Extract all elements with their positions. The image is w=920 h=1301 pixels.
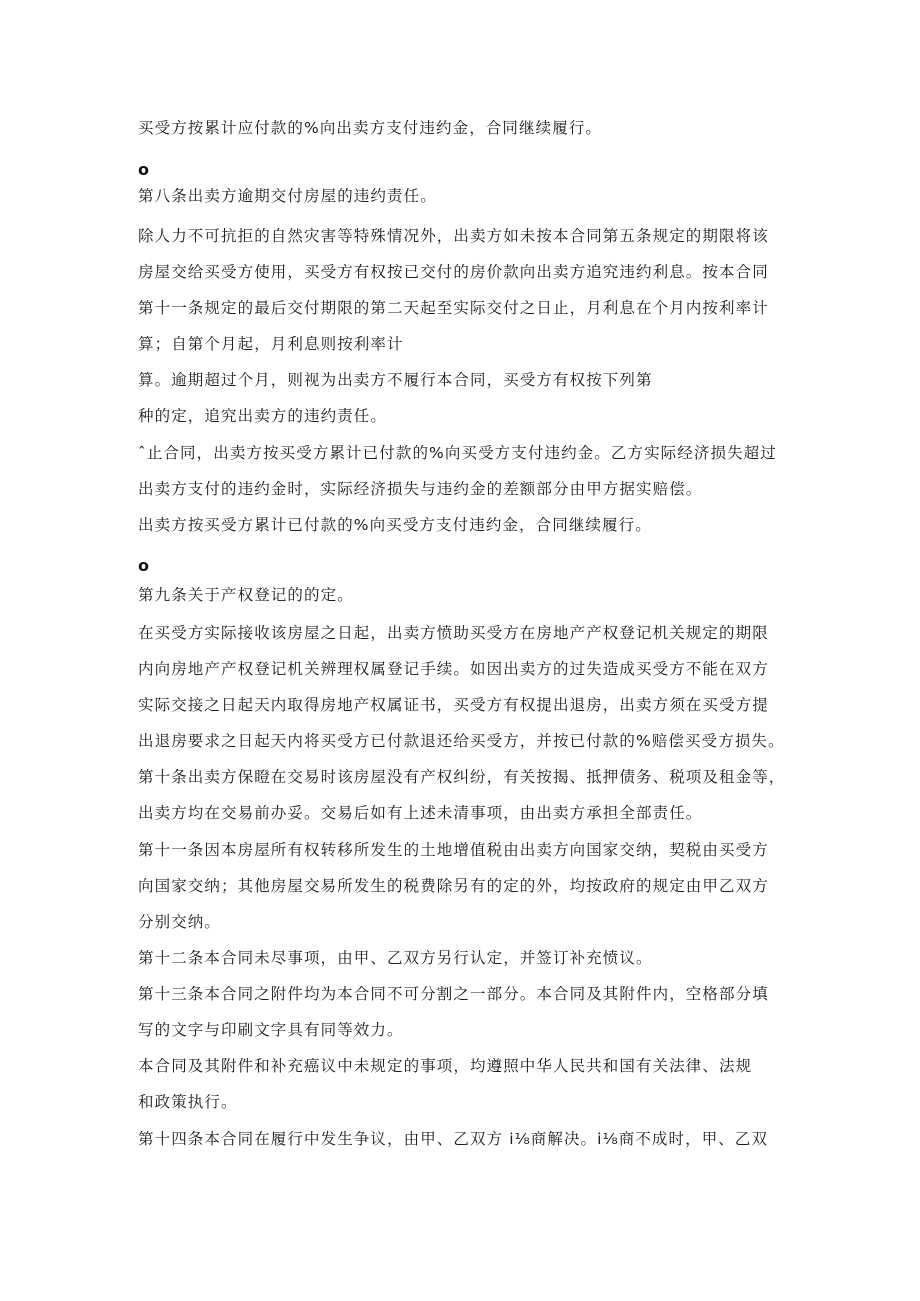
text-line-10: ˆ止合同，出卖方按买受方累计已付款的%向买受方支付违约金。乙方实际经济损失超过 — [138, 444, 777, 462]
text-line-25: 第十三条本合同之附件均为本合同不可分割之一部分。本合同及其附件内，空格部分填 — [138, 985, 769, 1003]
text-line-article-8-heading: 第八条出卖方逾期交付房屋的违约责任。 — [138, 187, 437, 205]
text-line-11: 出卖方支付的违约金时，实际经济损失与违约金的差额部分由甲方据实赔偿。 — [138, 480, 703, 498]
text-line-23: 分别交纳。 — [138, 913, 222, 931]
text-line-9: 种的定，追究出卖方的违约责任。 — [138, 407, 388, 425]
text-line-article-9-heading: 第九条关于产权登记的的定。 — [138, 586, 354, 604]
text-line-4: 除人力不可抗拒的自然灾害等特殊情况外，出卖方如未按本合同第五条规定的期限将该 — [138, 227, 769, 245]
text-line-17: 实际交接之日起天内取得房地产权属证书，买受方有权提出退房，出卖方须在买受方提 — [138, 696, 769, 714]
text-line-16: 内向房地产产权登记机关辨理权属登记手续。如因出卖方的过失造成买受方不能在双方 — [138, 660, 769, 678]
text-line-29: 第十四条本合同在履行中发生争议，由甲、乙双方 i⅛商解决。i⅛商不成时，甲、乙双 — [138, 1130, 769, 1148]
text-line-7: 算；自第个月起，月利息则按利率计 — [138, 335, 404, 353]
bullet-mark-2: o — [138, 556, 149, 575]
text-line-18: 出退房要求之日起天内将买受方已付款退还给买受方，并按已付款的%赔偿买受方损失。 — [138, 732, 785, 750]
text-line-26: 写的文字与印刷文字具有同等效力。 — [138, 1021, 404, 1039]
text-line-5: 房屋交给买受方使用，买受方有权按已交付的房价款向出卖方追究违约利息。按本合同 — [138, 263, 769, 281]
text-line-20: 出卖方均在交易前办妥。交易后如有上述未清事项，由出卖方承担全部责任。 — [138, 804, 703, 822]
text-line-19: 第十条出卖方保瞪在交易时该房屋没有产权纠纷，有关按揭、抵押债务、税项及租金等， — [138, 768, 786, 786]
text-line-28: 和政策执行。 — [138, 1093, 238, 1111]
bullet-mark-1: o — [138, 160, 149, 179]
text-line-22: 向国家交纳；其他房屋交易所发生的税费除另有的定的外，均按政府的规定由甲乙双方 — [138, 877, 769, 895]
text-line-27: 本合同及其附件和补充癌议中未规定的事项，均遵照中华人民共和国有关法律、法规 — [138, 1057, 753, 1075]
text-line-15: 在买受方实际接收该房屋之日起，出卖方愤助买受方在房地产产权登记机关规定的期限 — [138, 624, 769, 642]
text-line-24: 第十二条本合同未尽事项，由甲、乙双方另行认定，并签订补充愤议。 — [138, 949, 653, 967]
text-line-1: 买受方按累计应付款的%向出卖方支付违约金，合同继续履行。 — [138, 119, 603, 137]
text-line-12: 出卖方按买受方累计已付款的%向买受方支付违约金，合同继续履行。 — [138, 516, 652, 534]
text-line-8: 算。逾期超过个月，则视为出卖方不履行本合同，买受方有权按下列第 — [138, 371, 653, 389]
text-line-21: 第十一条因本房屋所有权转移所发生的土地增值税由出卖方向国家交纳，契税由买受方 — [138, 841, 769, 859]
text-line-6: 第十一条规定的最后交付期限的第二天起至实际交付之日止，月利息在个月内按利率计 — [138, 299, 769, 317]
